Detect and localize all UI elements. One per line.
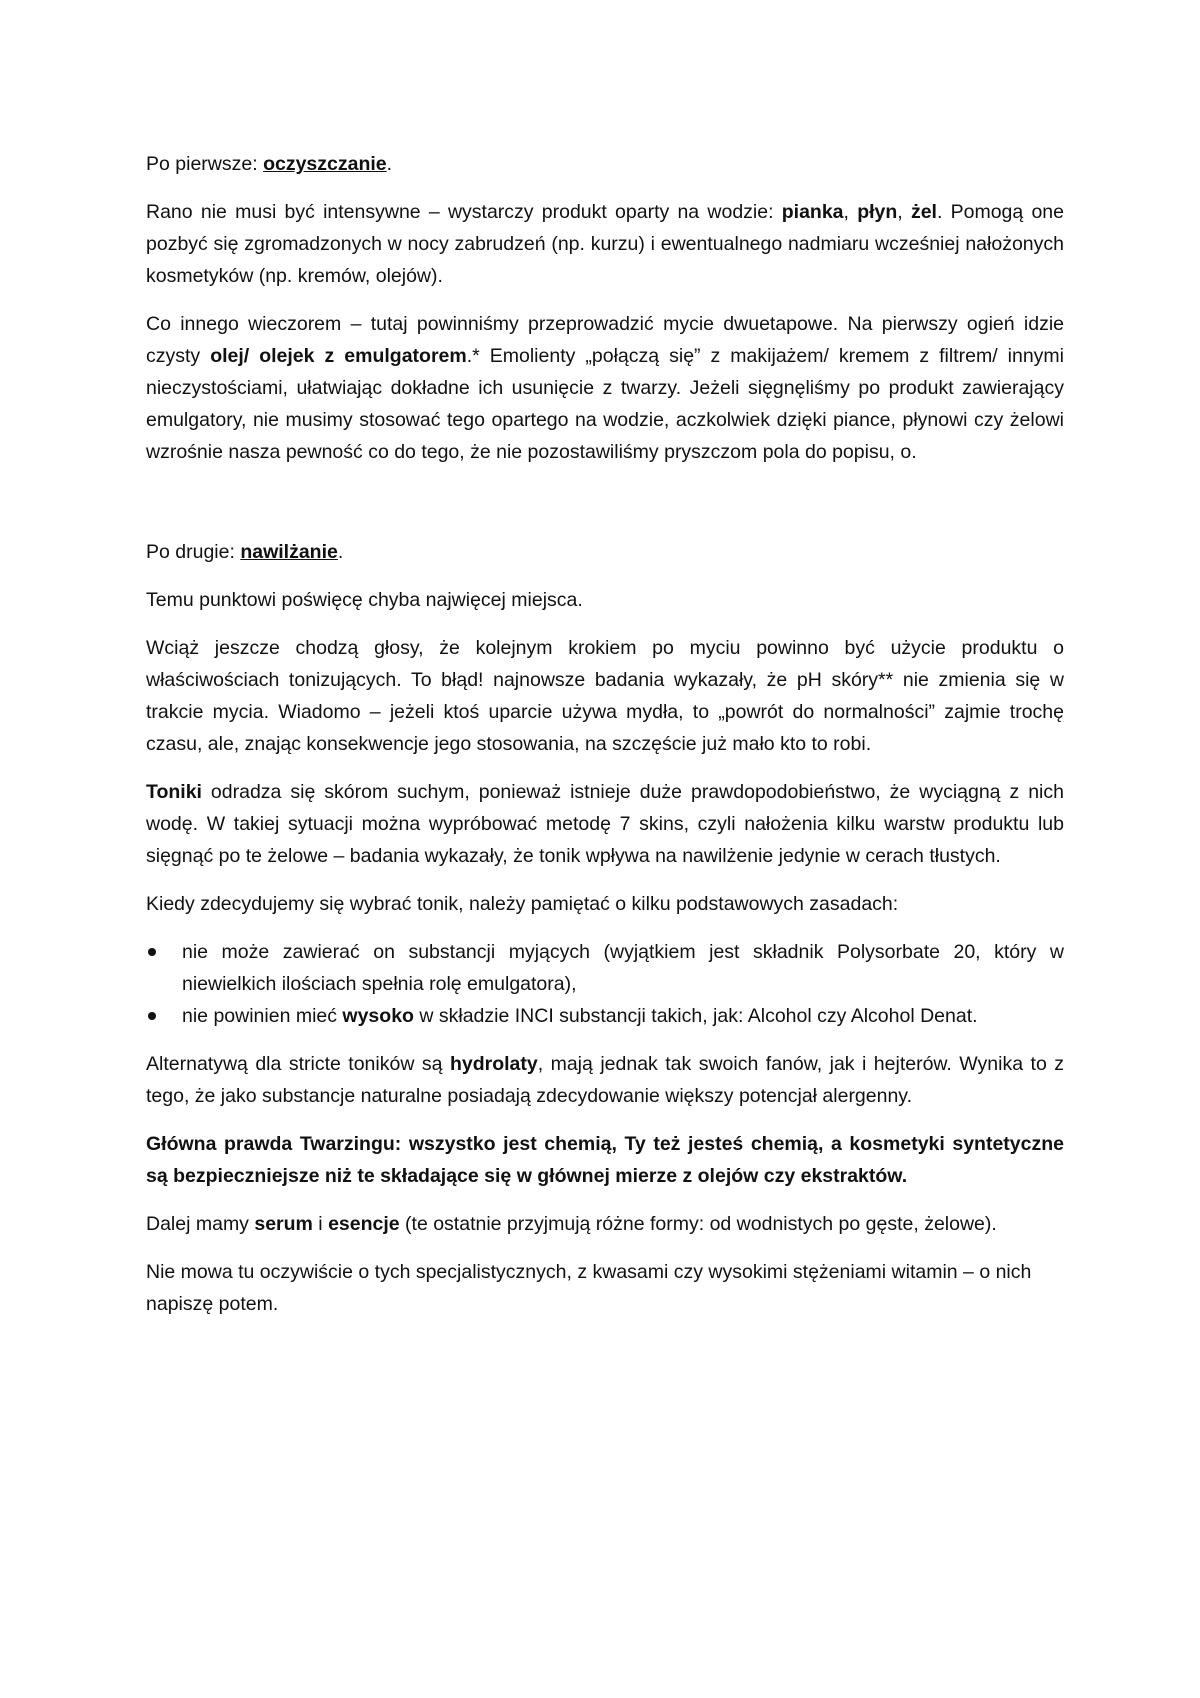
paragraph-main-truth: Główna prawda Twarzingu: wszystko jest chemią, Ty też jesteś chemią, a kosmetyki syntetyczne są bezpieczniejsze niż te składające się w głównej mierze z olejów czy ekstraktów.: [146, 1133, 1064, 1187]
list-item: nie może zawierać on substancji myjących (wyjątkiem jest składnik Polysorbate 20, który w niewielkich ilościach spełnia rolę emulgatora),: [146, 936, 1064, 1000]
paragraph-specialist-note: Nie mowa tu oczywiście o tych specjalistycznych, z kwasami czy wysokimi stężeniami witamin – o nich napiszę potem.: [146, 1261, 1032, 1315]
paragraph-intro: Temu punktowi poświęcę chyba najwięcej miejsca.: [146, 589, 583, 611]
section-heading-cleansing: Po pierwsze: oczyszczanie.: [146, 153, 393, 175]
toner-rules-list: [146, 936, 1064, 1032]
section-heading-moisturizing: Po drugie: nawilżanie.: [146, 541, 344, 563]
document-page: [146, 148, 1064, 1336]
paragraph-evening-cleansing: Co innego wieczorem – tutaj powinniśmy przeprowadzić mycie dwuetapowe. Na pierwszy ogień idzie czysty olej/ olejek z emulgatorem.* Emolienty „połączą się” z makijażem/ kremem z filtrem/ innymi nieczystościami, ułatwiając dokładne ich usunięcie z twarzy. Jeżeli sięgnęliśmy po produkt zawierający emulgatory, nie musimy stosować tego opartego na wodzie, aczkolwiek dzięki piance, płynowi czy żelowi wzrośnie nasza pewność co do tego, że nie pozostawiliśmy pryszczom pola do popisu, o.: [146, 313, 1064, 463]
paragraph-morning-cleansing: Rano nie musi być intensywne – wystarczy produkt oparty na wodzie: pianka, płyn, żel. Pomogą one pozbyć się zgromadzonych w nocy zabrudzeń (np. kurzu) i ewentualnego nadmiaru wcześniej nałożonych kosmetyków (np. kremów, olejów).: [146, 201, 1064, 287]
heading-term-moisturizing: nawilżanie: [240, 541, 338, 563]
paragraph-hydrolates: Alternatywą dla stricte toników są hydrolaty, mają jednak tak swoich fanów, jak i hejterów. Wynika to z tego, że jako substancje naturalne posiadają zdecydowanie większy potencjał alergenny.: [146, 1053, 1065, 1107]
heading-term-cleansing: oczyszczanie: [263, 153, 387, 175]
paragraph-toning-myth: Wciąż jeszcze chodzą głosy, że kolejnym krokiem po myciu powinno być użycie produktu o właściwościach tonizujących. To błąd! najnowsze badania wykazały, że pH skóry** nie zmienia się w trakcie mycia. Wiadomo – jeżeli ktoś uparcie używa mydła, to „powrót do normalności” zajmie trochę czasu, ale, znając konsekwencje jego stosowania, na szczęście już mało kto to robi.: [146, 637, 1064, 755]
paragraph-toners-dry-skin: Toniki odradza się skórom suchym, ponieważ istnieje duże prawdopodobieństwo, że wyciągną z nich wodę. W takiej sytuacji można wypróbować metodę 7 skins, czyli nałożenia kilku warstw produktu lub sięgnąć po te żelowe – badania wykazały, że tonik wpływa na nawilżenie jedynie w cerach tłustych.: [146, 781, 1064, 867]
paragraph-toner-rules-intro: Kiedy zdecydujemy się wybrać tonik, należy pamiętać o kilku podstawowych zasadach:: [146, 893, 899, 915]
section-gap: [146, 484, 1064, 536]
bullet-icon: [148, 1012, 156, 1020]
paragraph-serums: Dalej mamy serum i esencje (te ostatnie przyjmują różne formy: od wodnistych po gęste, żelowe).: [146, 1213, 997, 1235]
list-item: nie powinien mieć wysoko w składzie INCI substancji takich, jak: Alcohol czy Alcohol Denat.: [146, 1000, 1064, 1032]
bullet-icon: [148, 948, 156, 956]
